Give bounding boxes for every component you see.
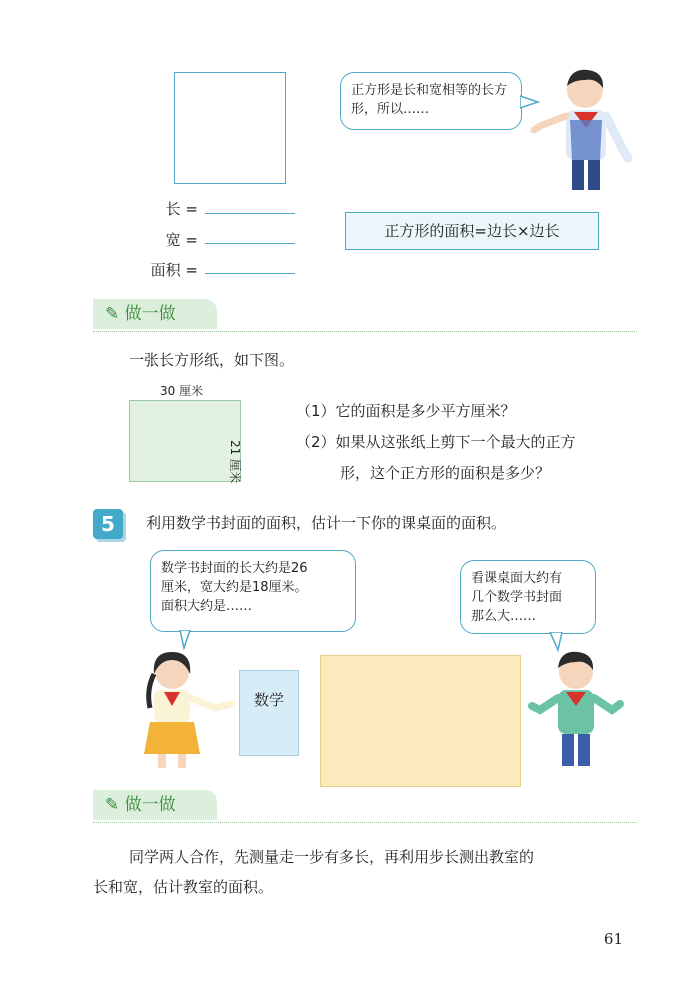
boy-speech-bubble — [340, 72, 522, 130]
boy-bubble-line2: 几个数学书封面 — [471, 590, 563, 605]
width-label: 宽 = — [165, 231, 198, 249]
pencil-icon: ✎ — [105, 795, 125, 815]
page-number: 61 — [603, 930, 623, 948]
do-it-banner-2 — [93, 790, 217, 820]
boy-illustration — [530, 68, 634, 192]
math-book-label: 数学 — [253, 691, 284, 709]
boy-speech-text: 正方形是长和宽相等的长方形，所以…… — [351, 83, 508, 117]
area-blank — [205, 273, 295, 274]
question-2-line2: 形，这个正方形的面积是多少？ — [340, 464, 551, 482]
girl-bubble-line1: 数学书封面的长大约是26 — [161, 561, 308, 576]
pencil-icon: ✎ — [105, 304, 125, 324]
length-blank — [205, 213, 295, 214]
boy-illustration-2 — [528, 650, 624, 768]
do-it-banner-1 — [93, 299, 217, 329]
girl-bubble-line3: 面积大约是…… — [161, 599, 253, 614]
length-label: 长 = — [165, 200, 198, 218]
do-it-2-line1: 同学两人合作，先测量走一步有多长，再利用步长测出教室的 — [129, 848, 535, 866]
girl-speech-bubble — [150, 550, 356, 632]
rectangle-paper-figure — [129, 400, 241, 482]
math-book-cover — [239, 670, 299, 756]
section-divider-1 — [93, 331, 637, 332]
section-divider-2 — [93, 822, 637, 823]
square-area-formula: 正方形的面积=边长×边长 — [345, 212, 599, 250]
girl-bubble-tail — [178, 630, 198, 650]
girl-bubble-line2: 厘米，宽大约是18厘米。 — [161, 580, 308, 595]
problem-5-text: 利用数学书封面的面积，估计一下你的课桌面的面积。 — [146, 514, 507, 532]
square-figure — [174, 72, 286, 184]
rect-side-dimension-text: 21 厘米 — [228, 440, 242, 484]
rect-top-dimension: 30 厘米 — [160, 384, 204, 398]
question-1: （1）它的面积是多少平方厘米？ — [296, 402, 516, 420]
do-it-2-line2: 长和宽，估计教室的面积。 — [93, 878, 274, 896]
area-label: 面积 = — [150, 261, 198, 279]
rect-side-dimension — [227, 440, 244, 483]
do-it-title-1: 做一做 — [124, 304, 176, 324]
girl-illustration — [136, 650, 240, 768]
boy-bubble-line1: 看课桌面大约有 — [471, 571, 563, 586]
boy-bubble-line3: 那么大…… — [471, 609, 537, 624]
boy-speech-bubble-2 — [460, 560, 596, 634]
boy-bubble-tail-2 — [548, 632, 568, 652]
width-blank — [205, 243, 295, 244]
problem-number-badge: 5 — [93, 509, 123, 539]
do-it-1-intro: 一张长方形纸，如下图。 — [129, 351, 295, 369]
question-2-line1: （2）如果从这张纸上剪下一个最大的正方 — [296, 433, 576, 451]
desk-surface — [320, 655, 521, 787]
do-it-title-2: 做一做 — [124, 795, 176, 815]
